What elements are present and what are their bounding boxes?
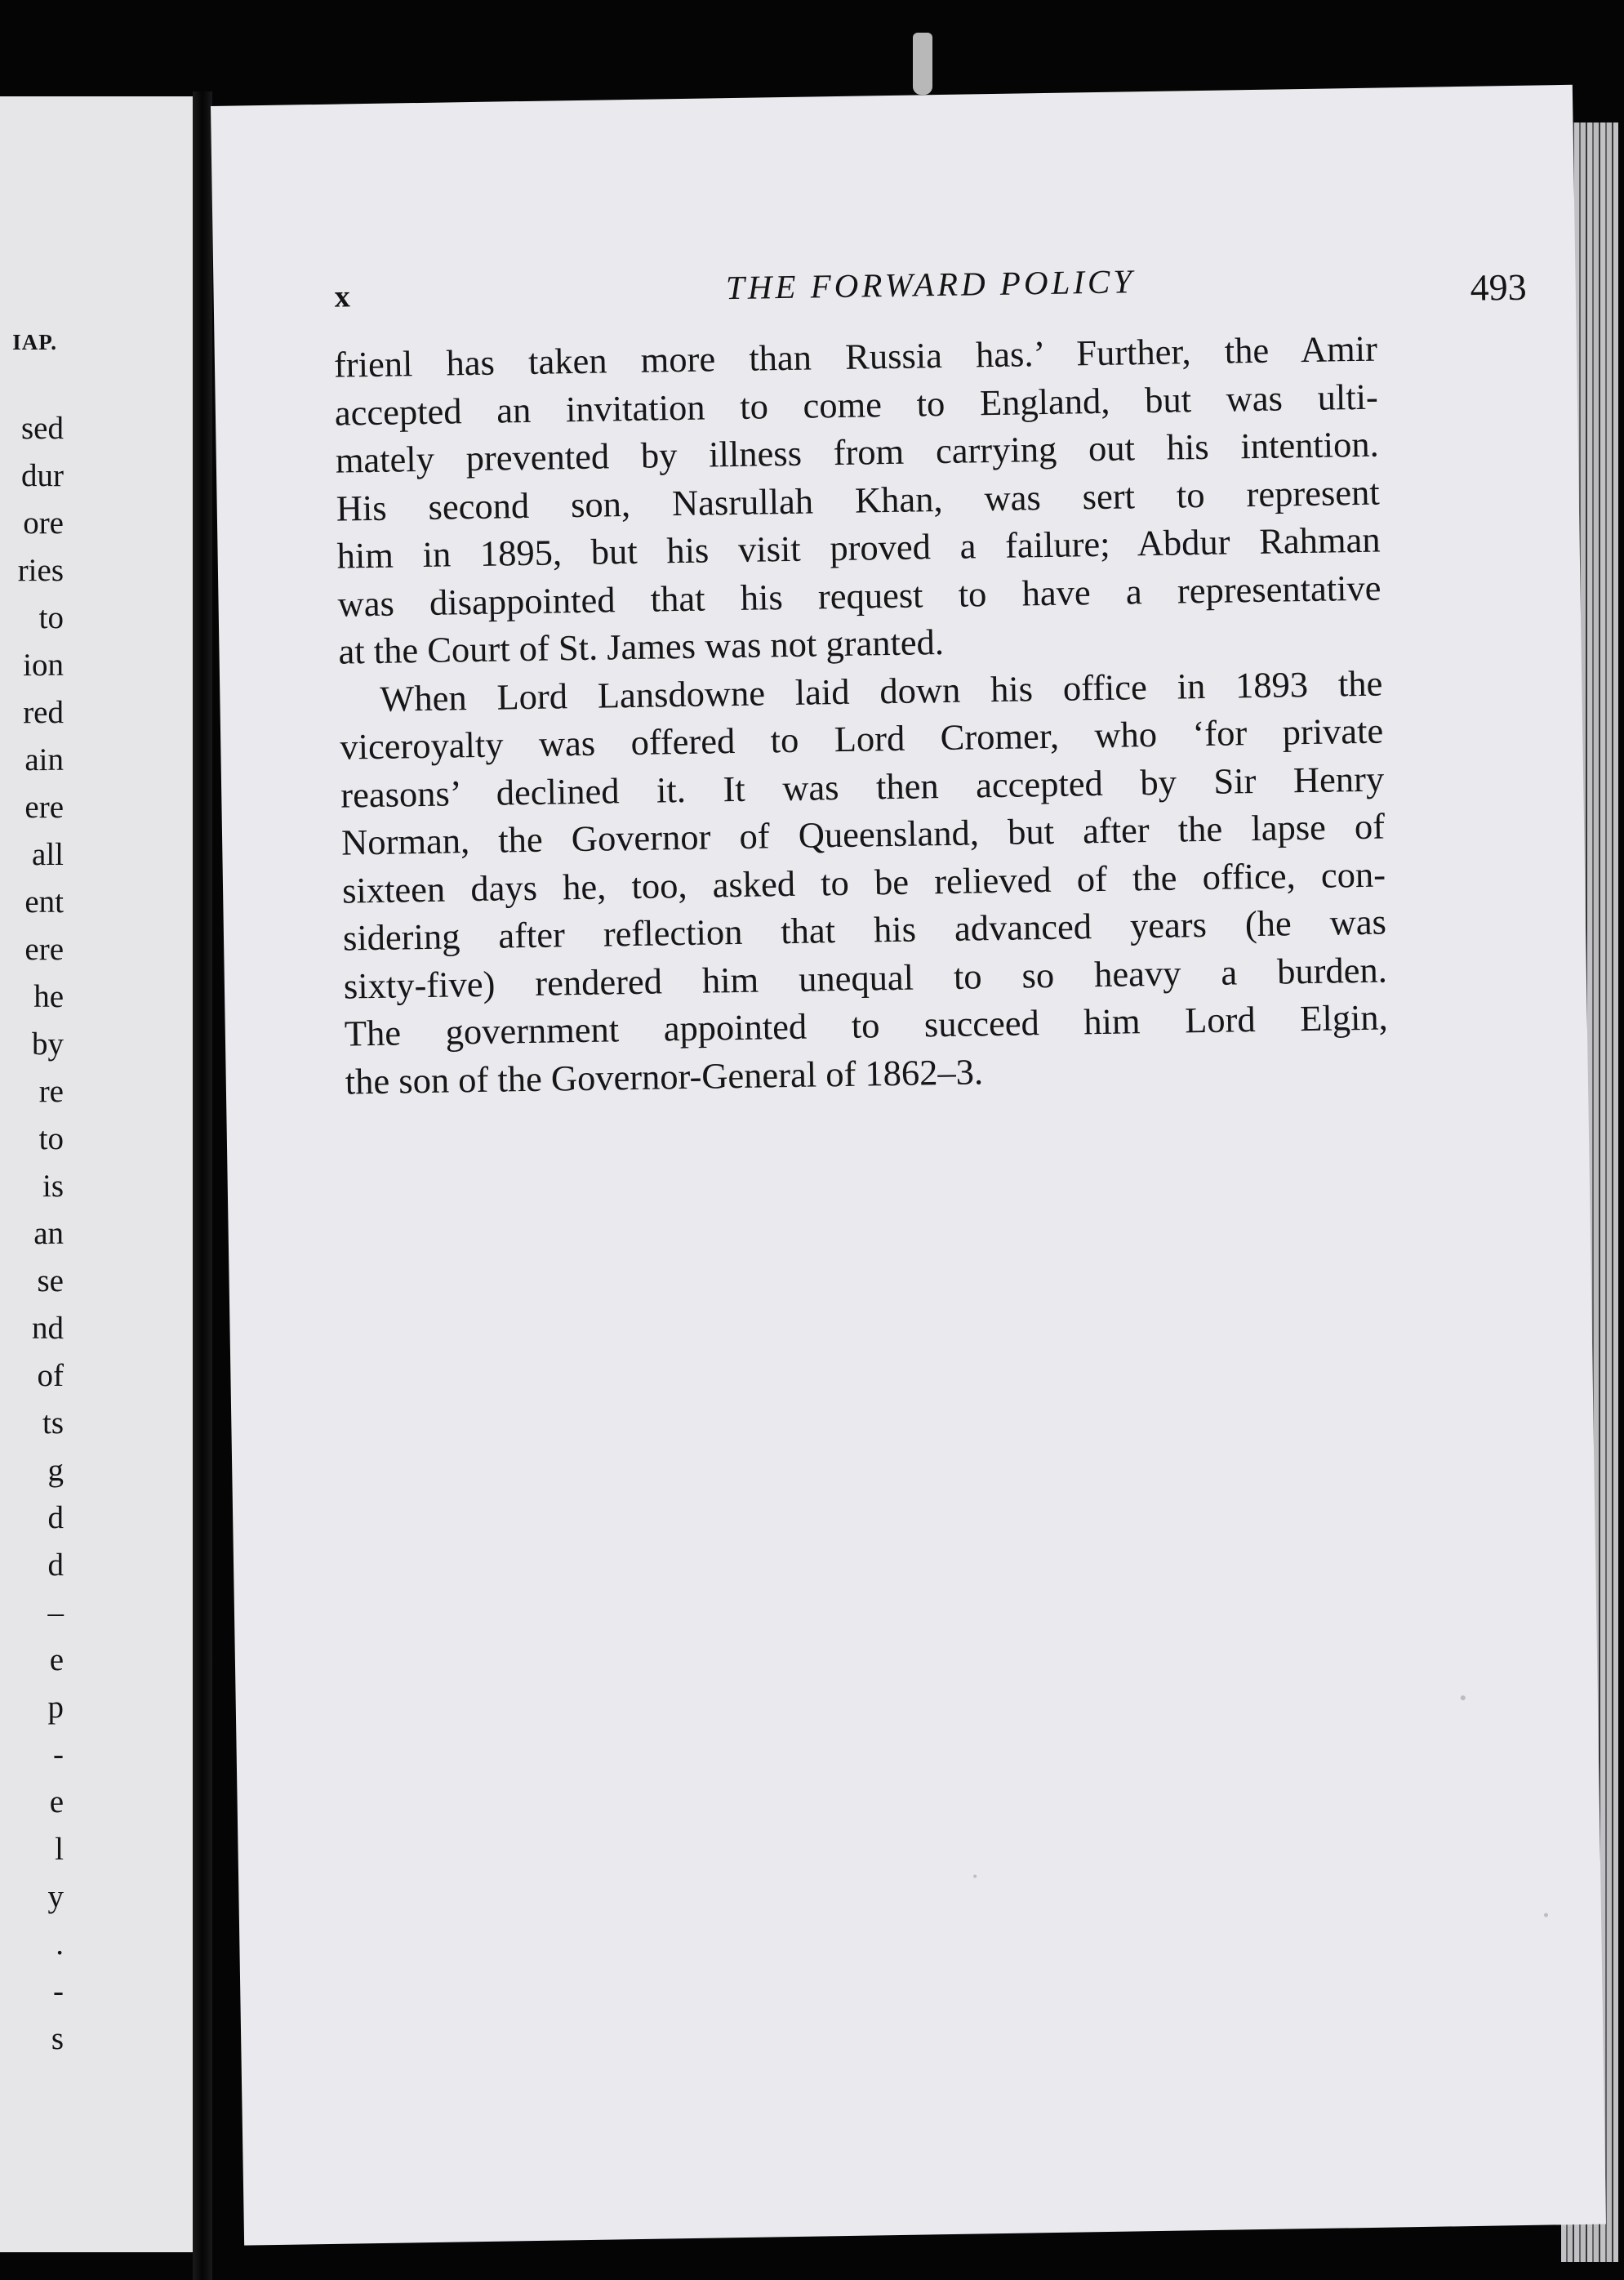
left-fragment: d	[47, 1547, 64, 1583]
text-line: sidering after reflection that his advanced years (he was	[342, 901, 1387, 959]
left-fragment: -	[53, 1974, 64, 2009]
left-page	[0, 96, 194, 2252]
left-fragment: dur	[21, 458, 64, 493]
text-line: His second son, Nasrullah Khan, was sert to represent	[336, 471, 1380, 529]
left-fragment: to	[38, 1121, 64, 1156]
text-line: sixteen days he, too, asked to be relieved of the office, con-	[341, 853, 1386, 911]
left-fragment: is	[42, 1169, 64, 1204]
left-fragment: –	[47, 1595, 64, 1630]
text-line: Norman, the Governor of Queensland, but after the lapse of	[340, 805, 1386, 863]
text-line: was disappointed that his request to have a representative	[337, 567, 1382, 625]
left-fragment: d	[47, 1500, 64, 1535]
left-fragment: by	[32, 1026, 64, 1062]
book-gutter	[193, 91, 212, 2280]
left-fragment: ts	[42, 1405, 64, 1441]
scan-speck	[973, 1875, 977, 1878]
left-fragment: ere	[24, 932, 64, 967]
page-number: 493	[1470, 265, 1528, 309]
left-fragment: ent	[24, 884, 64, 920]
left-fragment: y	[47, 1879, 64, 1914]
left-fragment: p	[47, 1690, 64, 1725]
scan-speck	[1544, 1913, 1548, 1917]
text-line: frienl has taken more than Russia has.’ Further, the Amir	[333, 327, 1378, 385]
text-line: the son of the Governor-General of 1862–3.	[345, 1050, 984, 1102]
scan-speck	[1461, 1695, 1466, 1700]
left-fragment: all	[32, 837, 64, 872]
left-fragment: .	[56, 1926, 64, 1962]
right-page	[211, 85, 1606, 2246]
paragraph	[334, 325, 1382, 676]
chapter-numeral: x	[334, 279, 351, 314]
left-fragment: of	[37, 1358, 64, 1393]
text-line: viceroyalty was offered to Lord Cromer, who ‘for private	[339, 710, 1384, 768]
left-fragment: nd	[32, 1311, 64, 1346]
left-fragment: e	[49, 1642, 64, 1677]
left-fragment: e	[49, 1784, 64, 1819]
left-fragment: ere	[24, 790, 64, 825]
left-fragment: re	[38, 1074, 64, 1109]
text-line: mately prevented by illness from carrying out his intention.	[335, 423, 1380, 481]
text-line: accepted an invitation to come to England, but was ulti-	[334, 376, 1379, 434]
left-fragment: s	[51, 2021, 64, 2056]
left-fragment: red	[23, 695, 64, 730]
text-line: The government appointed to succeed him Lord Elgin,	[344, 996, 1389, 1054]
left-fragment: g	[47, 1453, 64, 1488]
left-fragment: ore	[23, 505, 64, 541]
clip-mark	[913, 33, 932, 95]
left-fragment: to	[38, 600, 64, 635]
left-fragment: ain	[24, 742, 64, 777]
left-page-text-fragments	[0, 405, 64, 2063]
left-fragment: -	[53, 1737, 64, 1772]
left-fragment: se	[37, 1263, 64, 1298]
text-line: reasons’ declined it. It was then accepted by Sir Henry	[340, 758, 1385, 816]
running-head	[334, 249, 1527, 325]
left-fragment: l	[55, 1832, 64, 1867]
left-fragment: ion	[23, 648, 64, 683]
text-line: When Lord Lansdowne laid down his office in 1893 the	[380, 662, 1383, 719]
body-text	[334, 325, 1390, 1106]
left-fragment: an	[33, 1216, 64, 1251]
text-line: him in 1895, but his visit proved a failure; Abdur Rahman	[336, 519, 1381, 577]
left-fragment: sed	[21, 411, 64, 446]
running-title: THE FORWARD POLICY	[725, 262, 1136, 307]
text-line: at the Court of St. James was not granted.	[338, 621, 945, 672]
left-fragment: ries	[17, 553, 64, 588]
text-line: sixty-five) rendered him unequal to so heavy a burden.	[343, 949, 1388, 1007]
paragraph	[339, 659, 1389, 1106]
left-fragment: he	[33, 979, 64, 1014]
left-page-header: IAP.	[12, 330, 57, 354]
